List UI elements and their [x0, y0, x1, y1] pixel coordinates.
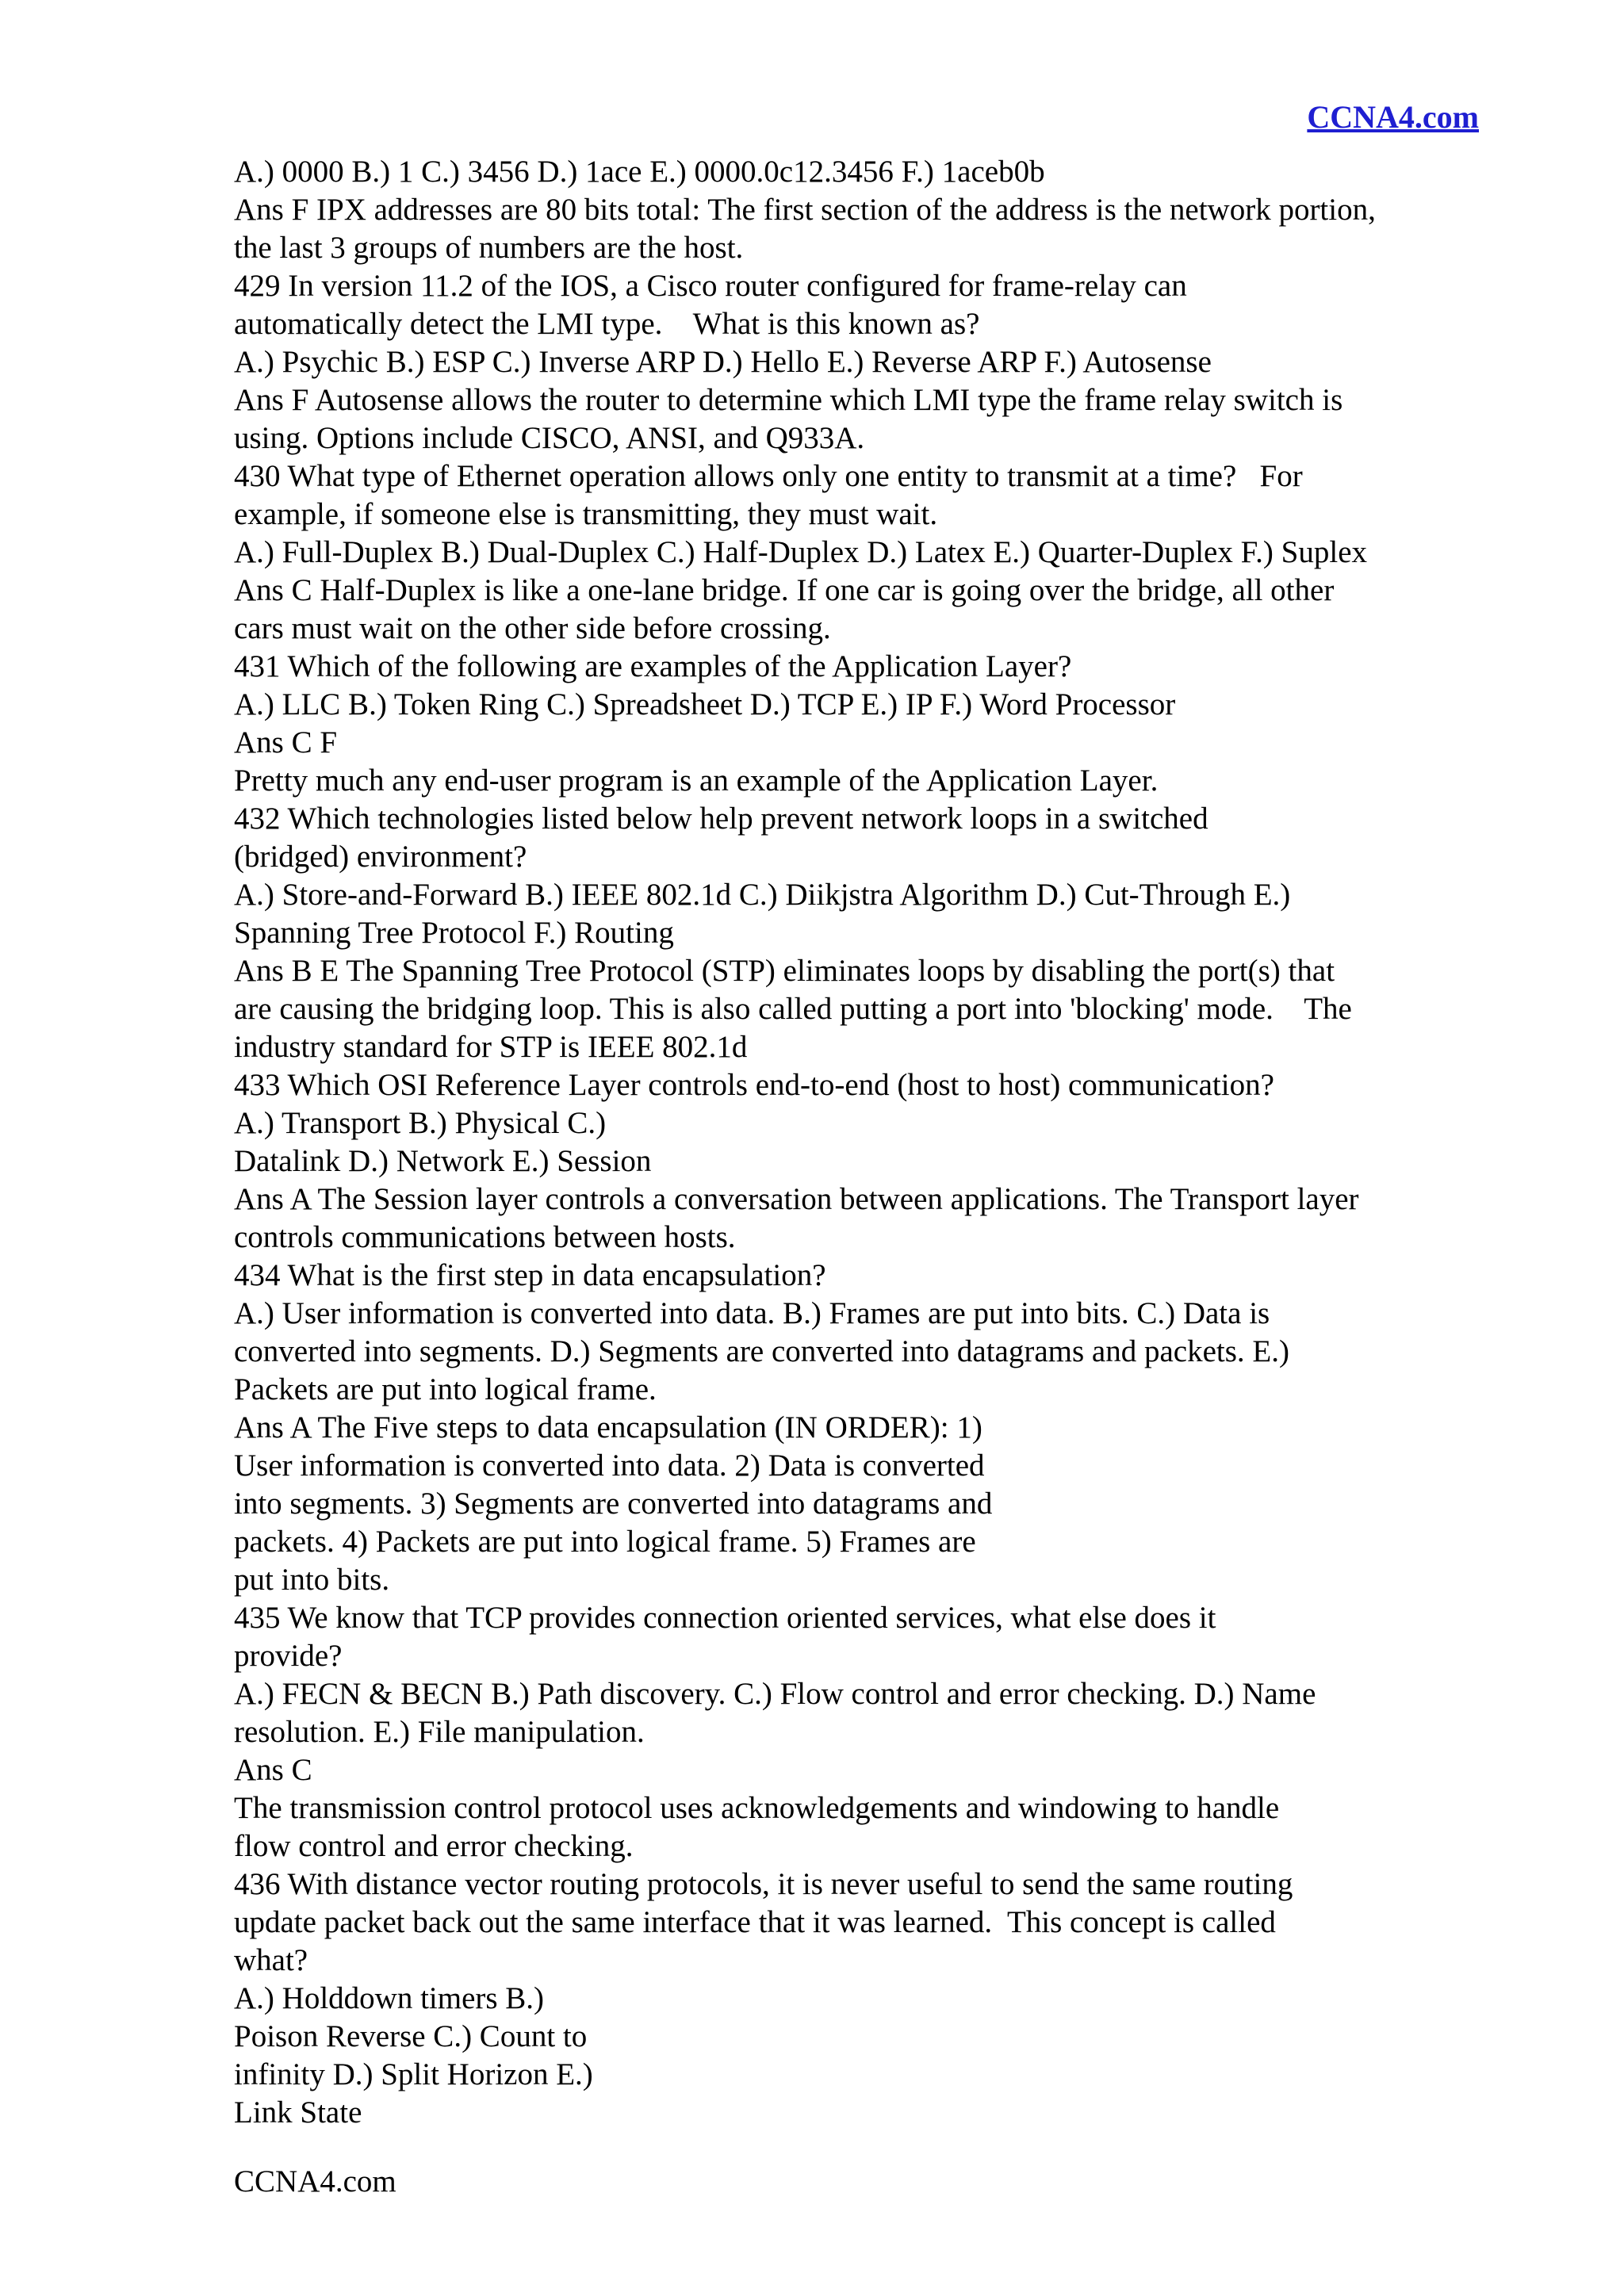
text-line: 430 What type of Ethernet operation allows only one entity to transmit at a time? For [234, 459, 1303, 493]
text-line: industry standard for STP is IEEE 802.1d [234, 1030, 748, 1064]
text-line: A.) User information is converted into data. B.) Frames are put into bits. C.) Data is [234, 1296, 1270, 1330]
document-body [234, 153, 1503, 2132]
text-line: automatically detect the LMI type. What is this known as? [234, 307, 980, 341]
text-line: example, if someone else is transmitting, they must wait. [234, 497, 938, 531]
text-line: infinity D.) Split Horizon E.) [234, 2057, 593, 2091]
text-line: Pretty much any end-user program is an example of the Application Layer. [234, 763, 1159, 798]
header-site-link[interactable]: CCNA4.com [1307, 99, 1479, 135]
text-line: resolution. E.) File manipulation. [234, 1715, 645, 1749]
text-line: update packet back out the same interface that it was learned. This concept is called [234, 1905, 1276, 1939]
text-line: Link State [234, 2095, 362, 2130]
text-line: Packets are put into logical frame. [234, 1372, 657, 1406]
text-line: converted into segments. D.) Segments are converted into datagrams and packets. E.) [234, 1334, 1289, 1368]
text-line: A.) LLC B.) Token Ring C.) Spreadsheet D.) TCP E.) IP F.) Word Processor [234, 687, 1176, 721]
text-line: controls communications between hosts. [234, 1220, 736, 1254]
text-line: Ans A The Five steps to data encapsulation (IN ORDER): 1) [234, 1410, 982, 1445]
text-line: 429 In version 11.2 of the IOS, a Cisco router configured for frame-relay can [234, 269, 1187, 303]
text-line: using. Options include CISCO, ANSI, and Q933A. [234, 421, 865, 455]
text-line: packets. 4) Packets are put into logical frame. 5) Frames are [234, 1525, 976, 1559]
text-line: cars must wait on the other side before crossing. [234, 611, 831, 645]
text-line: A.) Transport B.) Physical C.) [234, 1106, 607, 1140]
text-line: Ans F Autosense allows the router to determine which LMI type the frame relay switch is [234, 383, 1343, 417]
text-line: A.) Store-and-Forward B.) IEEE 802.1d C.) Diikjstra Algorithm D.) Cut-Through E.) [234, 878, 1291, 912]
text-line: A.) Psychic B.) ESP C.) Inverse ARP D.) Hello E.) Reverse ARP F.) Autosense [234, 345, 1212, 379]
text-line: User information is converted into data. 2) Data is converted [234, 1448, 985, 1483]
text-line: 434 What is the first step in data encapsulation? [234, 1258, 826, 1292]
text-line: Poison Reverse C.) Count to [234, 2019, 588, 2053]
text-line: put into bits. [234, 1563, 390, 1597]
text-line: 432 Which technologies listed below help prevent network loops in a switched [234, 802, 1208, 836]
text-line: are causing the bridging loop. This is also called putting a port into 'blocking' mode. The [234, 992, 1352, 1026]
text-line: provide? [234, 1639, 343, 1673]
text-line: 435 We know that TCP provides connection oriented services, what else does it [234, 1601, 1216, 1635]
text-line: A.) FECN & BECN B.) Path discovery. C.) Flow control and error checking. D.) Name [234, 1677, 1316, 1711]
text-line: The transmission control protocol uses acknowledgements and windowing to handle [234, 1791, 1280, 1825]
text-line: what? [234, 1943, 308, 1977]
text-line: 433 Which OSI Reference Layer controls end-to-end (host to host) communication? [234, 1068, 1274, 1102]
text-line: Ans F IPX addresses are 80 bits total: The first section of the address is the network portion, [234, 193, 1376, 227]
text-line: Ans C [234, 1753, 312, 1787]
text-line: the last 3 groups of numbers are the host. [234, 231, 744, 265]
footer-site-name: CCNA4.com [234, 2164, 396, 2198]
text-line: Ans C Half-Duplex is like a one-lane bridge. If one car is going over the bridge, all other [234, 573, 1335, 607]
text-line: A.) 0000 B.) 1 C.) 3456 D.) 1ace E.) 0000.0c12.3456 F.) 1aceb0b [234, 155, 1045, 189]
text-line: 436 With distance vector routing protocols, it is never useful to send the same routing [234, 1867, 1293, 1901]
text-line: into segments. 3) Segments are converted into datagrams and [234, 1487, 993, 1521]
text-line: Ans C F [234, 725, 338, 760]
text-line: Datalink D.) Network E.) Session [234, 1144, 652, 1178]
text-line: Spanning Tree Protocol F.) Routing [234, 916, 674, 950]
text-line: A.) Holddown timers B.) [234, 1981, 545, 2015]
text-line: A.) Full-Duplex B.) Dual-Duplex C.) Half-Duplex D.) Latex E.) Quarter-Duplex F.) Suplex [234, 535, 1368, 569]
text-line: flow control and error checking. [234, 1829, 634, 1863]
text-line: 431 Which of the following are examples of the Application Layer? [234, 649, 1072, 683]
text-line: Ans A The Session layer controls a conversation between applications. The Transport layer [234, 1182, 1359, 1216]
text-line: (bridged) environment? [234, 840, 527, 874]
text-line: Ans B E The Spanning Tree Protocol (STP) eliminates loops by disabling the port(s) that [234, 954, 1335, 988]
